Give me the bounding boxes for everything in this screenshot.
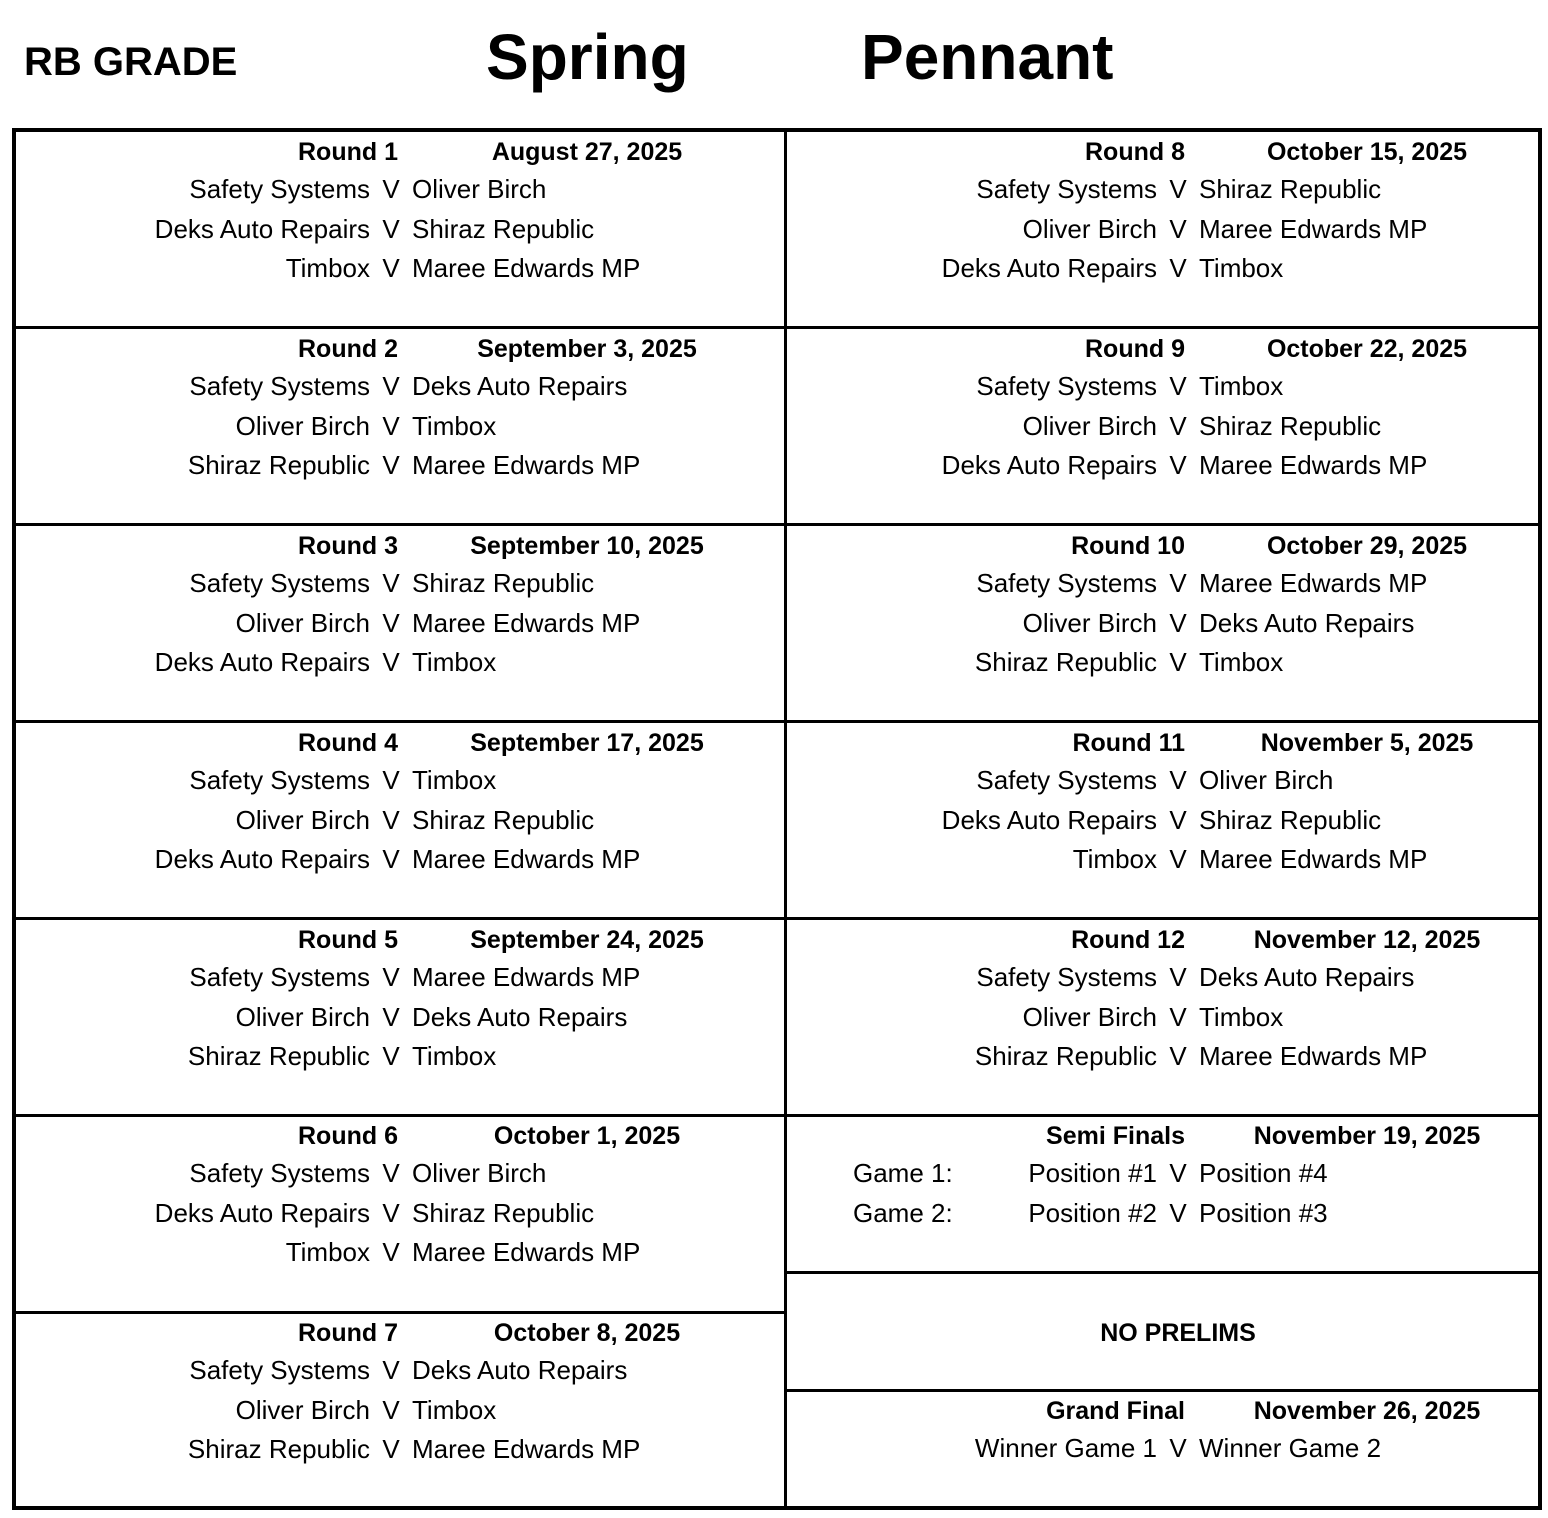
away-team: Maree Edwards MP [1199, 1041, 1428, 1071]
versus-mark: V [1169, 213, 1187, 244]
home-team: Shiraz Republic [187, 450, 370, 480]
away-team: Maree Edwards MP [412, 844, 641, 874]
home-team: Safety Systems [976, 765, 1157, 795]
home-team: Safety Systems [189, 1158, 370, 1188]
versus-mark: V [1169, 607, 1187, 638]
versus-mark: V [1169, 410, 1187, 441]
versus-mark: V [382, 174, 400, 204]
home-team: Oliver Birch [235, 410, 370, 441]
away-team: Deks Auto Repairs [412, 1001, 628, 1032]
home-team: Safety Systems [976, 371, 1157, 401]
versus-mark: V [382, 568, 400, 598]
home-team: Oliver Birch [235, 1394, 370, 1425]
home-team: Oliver Birch [235, 804, 370, 835]
versus-mark: V [382, 804, 400, 835]
no-prelims-note: NO PRELIMS [1100, 1319, 1256, 1347]
home-team: Deks Auto Repairs [154, 1197, 370, 1228]
away-team: Maree Edwards MP [412, 962, 641, 992]
versus-mark: V [382, 1237, 400, 1267]
away-team: Timbox [412, 1041, 497, 1071]
home-team: Oliver Birch [235, 607, 370, 638]
versus-mark: V [382, 1355, 400, 1385]
row-divider [14, 917, 785, 920]
row-divider [14, 1311, 785, 1314]
versus-mark: V [382, 1197, 400, 1228]
versus-mark: V [382, 844, 400, 874]
column-divider [784, 130, 787, 1508]
row-divider [786, 720, 1538, 723]
away-team: Deks Auto Repairs [412, 1355, 628, 1385]
away-team: Shiraz Republic [1199, 174, 1382, 204]
row-divider [786, 326, 1538, 329]
game-label: Game 1: [853, 1158, 953, 1188]
row-divider [786, 523, 1538, 526]
round-label: Round 6 [298, 1122, 398, 1150]
home-team: Safety Systems [976, 174, 1157, 204]
away-team: Winner Game 2 [1199, 1433, 1382, 1463]
home-team: Deks Auto Repairs [154, 213, 370, 244]
home-team: Safety Systems [189, 962, 370, 992]
versus-mark: V [1169, 1041, 1187, 1071]
home-team: Shiraz Republic [187, 1434, 370, 1464]
versus-mark: V [382, 962, 400, 992]
versus-mark: V [1169, 1433, 1187, 1463]
round-date: October 15, 2025 [1266, 138, 1468, 166]
away-team: Timbox [412, 647, 497, 677]
versus-mark: V [382, 213, 400, 244]
away-team: Maree Edwards MP [412, 607, 641, 638]
away-team: Timbox [1199, 1001, 1284, 1032]
versus-mark: V [1169, 1001, 1187, 1032]
versus-mark: V [382, 371, 400, 401]
round-label: Round 12 [1071, 926, 1185, 954]
round-date: October 29, 2025 [1266, 532, 1468, 560]
away-team: Oliver Birch [412, 1158, 547, 1188]
away-team: Shiraz Republic [1199, 410, 1382, 441]
home-team: Oliver Birch [1022, 1001, 1157, 1032]
versus-mark: V [382, 1434, 400, 1464]
away-team: Deks Auto Repairs [1199, 962, 1415, 992]
page-title-spring: Spring [486, 21, 689, 93]
row-divider [14, 523, 785, 526]
home-team: Winner Game 1 [974, 1433, 1157, 1463]
page-title-pennant: Pennant [861, 21, 1114, 93]
round-date: October 1, 2025 [493, 1122, 681, 1150]
away-team: Oliver Birch [1199, 765, 1334, 795]
versus-mark: V [1169, 804, 1187, 835]
away-team: Maree Edwards MP [1199, 213, 1428, 244]
grand-final-date: November 26, 2025 [1253, 1397, 1481, 1425]
home-team: Shiraz Republic [187, 1041, 370, 1071]
round-label: Round 4 [298, 729, 398, 757]
home-team: Oliver Birch [235, 1001, 370, 1032]
round-date: October 22, 2025 [1266, 335, 1468, 363]
row-divider [786, 1271, 1538, 1274]
versus-mark: V [382, 647, 400, 677]
versus-mark: V [382, 410, 400, 441]
away-team: Maree Edwards MP [412, 253, 641, 283]
away-team: Maree Edwards MP [1199, 568, 1428, 598]
round-label: Round 11 [1072, 729, 1185, 757]
round-date: September 24, 2025 [470, 926, 704, 954]
home-team: Deks Auto Repairs [941, 253, 1157, 283]
home-team: Timbox [1072, 844, 1157, 874]
row-divider [786, 1389, 1538, 1392]
away-team: Oliver Birch [412, 174, 547, 204]
home-team: Oliver Birch [1022, 607, 1157, 638]
grade-label: RB GRADE [24, 40, 238, 84]
row-divider [14, 720, 785, 723]
home-team: Position #2 [1028, 1197, 1157, 1228]
away-team: Timbox [412, 1394, 497, 1425]
home-team: Deks Auto Repairs [154, 647, 370, 677]
away-team: Maree Edwards MP [412, 450, 641, 480]
home-team: Deks Auto Repairs [941, 450, 1157, 480]
semi-finals-date: November 19, 2025 [1253, 1122, 1481, 1150]
versus-mark: V [382, 1041, 400, 1071]
round-label: Round 5 [298, 926, 398, 954]
versus-mark: V [382, 607, 400, 638]
round-date: November 5, 2025 [1260, 729, 1474, 757]
round-date: August 27, 2025 [491, 138, 683, 166]
round-date: November 12, 2025 [1253, 926, 1481, 954]
away-team: Position #3 [1199, 1197, 1328, 1228]
home-team: Safety Systems [976, 568, 1157, 598]
round-date: September 10, 2025 [470, 532, 704, 560]
home-team: Deks Auto Repairs [154, 844, 370, 874]
versus-mark: V [382, 765, 400, 795]
home-team: Timbox [285, 1237, 370, 1267]
away-team: Shiraz Republic [412, 213, 595, 244]
round-label: Round 10 [1071, 532, 1185, 560]
away-team: Timbox [412, 765, 497, 795]
home-team: Oliver Birch [1022, 410, 1157, 441]
away-team: Shiraz Republic [412, 568, 595, 598]
home-team: Shiraz Republic [974, 647, 1157, 677]
home-team: Safety Systems [189, 174, 370, 204]
versus-mark: V [1169, 962, 1187, 992]
round-label: Round 8 [1085, 138, 1185, 166]
away-team: Maree Edwards MP [1199, 450, 1428, 480]
away-team: Timbox [412, 410, 497, 441]
row-divider [786, 917, 1538, 920]
away-team: Timbox [1199, 371, 1284, 401]
home-team: Oliver Birch [1022, 213, 1157, 244]
game-label: Game 2: [853, 1197, 953, 1228]
away-team: Shiraz Republic [412, 1197, 595, 1228]
away-team: Shiraz Republic [412, 804, 595, 835]
home-team: Deks Auto Repairs [941, 804, 1157, 835]
versus-mark: V [382, 1158, 400, 1188]
grand-final-label: Grand Final [1046, 1397, 1185, 1425]
home-team: Safety Systems [189, 1355, 370, 1385]
row-divider [786, 1114, 1538, 1117]
home-team: Timbox [285, 253, 370, 283]
home-team: Shiraz Republic [974, 1041, 1157, 1071]
versus-mark: V [1169, 1158, 1187, 1188]
round-date: September 17, 2025 [470, 729, 704, 757]
round-label: Round 3 [298, 532, 398, 560]
versus-mark: V [1169, 450, 1187, 480]
away-team: Timbox [1199, 253, 1284, 283]
versus-mark: V [1169, 1197, 1187, 1228]
home-team: Position #1 [1028, 1158, 1157, 1188]
round-label: Round 9 [1085, 335, 1185, 363]
away-team: Maree Edwards MP [412, 1434, 641, 1464]
home-team: Safety Systems [976, 962, 1157, 992]
round-date: September 3, 2025 [477, 335, 697, 363]
versus-mark: V [1169, 568, 1187, 598]
round-label: Round 7 [298, 1319, 398, 1347]
versus-mark: V [1169, 371, 1187, 401]
home-team: Safety Systems [189, 765, 370, 795]
versus-mark: V [382, 253, 400, 283]
away-team: Deks Auto Repairs [1199, 607, 1415, 638]
away-team: Timbox [1199, 647, 1284, 677]
away-team: Maree Edwards MP [412, 1237, 641, 1267]
versus-mark: V [1169, 647, 1187, 677]
versus-mark: V [1169, 174, 1187, 204]
round-label: Round 2 [298, 335, 398, 363]
away-team: Maree Edwards MP [1199, 844, 1428, 874]
away-team: Shiraz Republic [1199, 804, 1382, 835]
round-label: Round 1 [298, 138, 398, 166]
versus-mark: V [382, 450, 400, 480]
round-date: October 8, 2025 [493, 1319, 681, 1347]
versus-mark: V [1169, 844, 1187, 874]
row-divider [14, 326, 785, 329]
away-team: Deks Auto Repairs [412, 371, 628, 401]
versus-mark: V [382, 1001, 400, 1032]
away-team: Position #4 [1199, 1158, 1328, 1188]
versus-mark: V [1169, 765, 1187, 795]
home-team: Safety Systems [189, 371, 370, 401]
versus-mark: V [1169, 253, 1187, 283]
versus-mark: V [382, 1394, 400, 1425]
semi-finals-label: Semi Finals [1046, 1122, 1185, 1150]
row-divider [14, 1114, 785, 1117]
home-team: Safety Systems [189, 568, 370, 598]
